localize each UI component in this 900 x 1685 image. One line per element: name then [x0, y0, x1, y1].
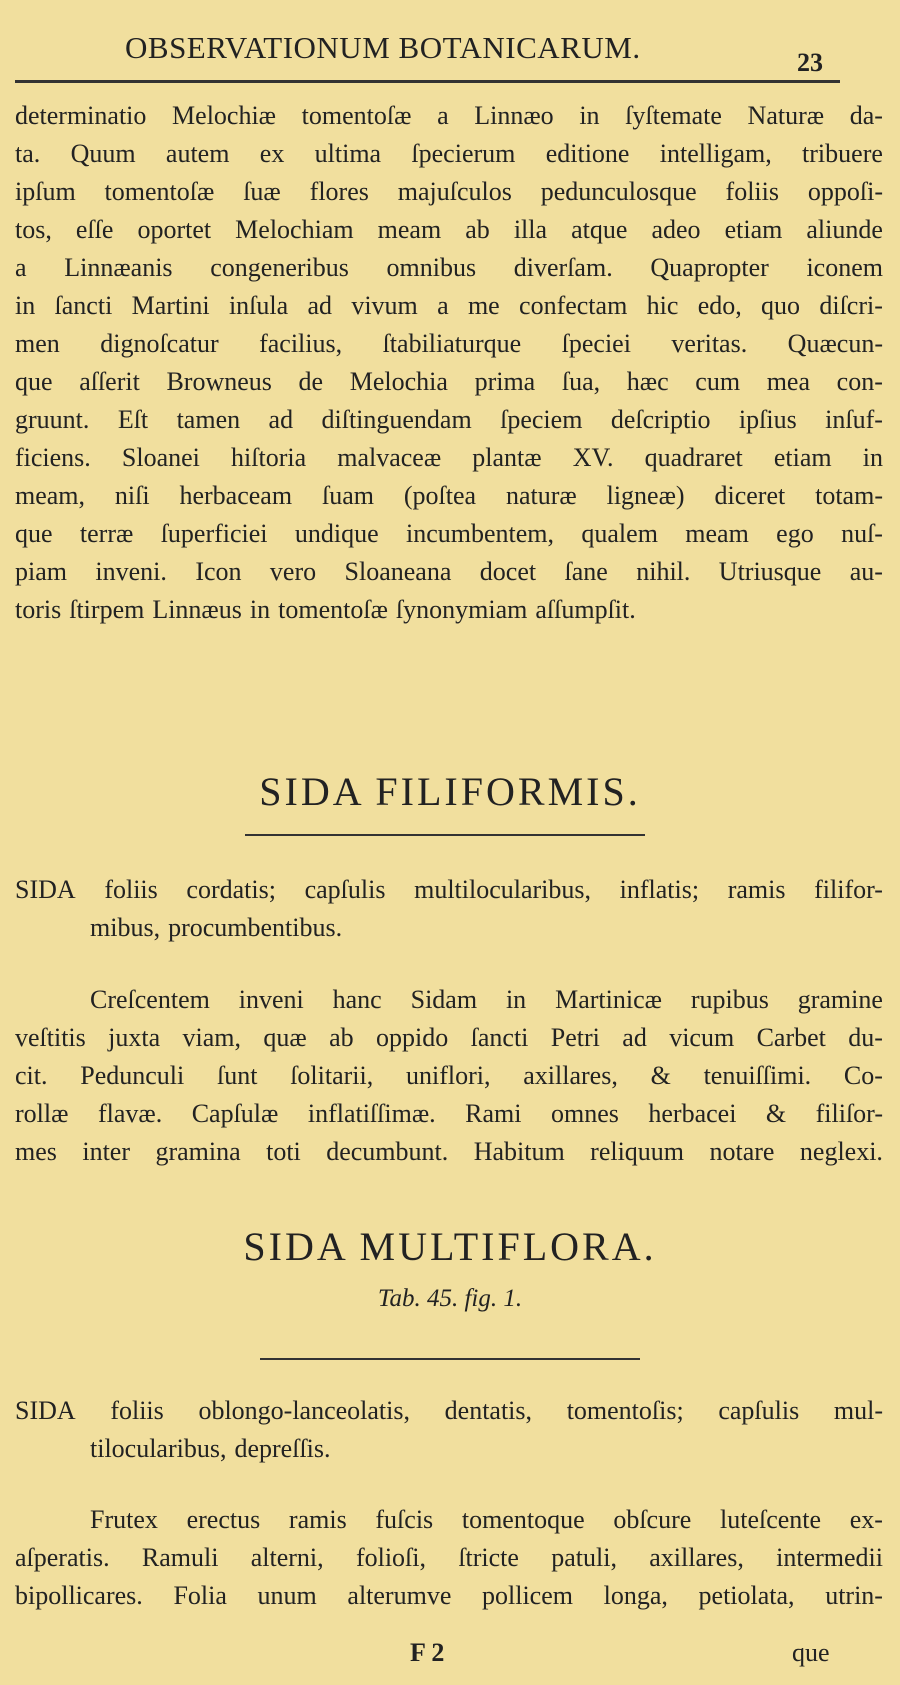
filiformis-diagnosis [15, 871, 883, 947]
text-line: veſtitis juxta viam, quæ ab oppido ſancti Petri ad vicum Carbet du- [15, 1023, 883, 1052]
text-line: que aſſerit Browneus de Melochia prima ſua, hæc cum mea con- [15, 367, 883, 396]
section-title-filiformis: SIDA FILIFORMIS. [259, 769, 641, 814]
catchword: que [792, 1638, 830, 1667]
text-line: cit. Pedunculi ſunt ſolitarii, uniflori, axillares, & tenuiſſimi. Co- [15, 1061, 883, 1090]
text-line: gruunt. Eſt tamen ad diſtinguendam ſpeciem deſcriptio ipſius inſuf- [15, 405, 883, 434]
header-rule [15, 80, 840, 83]
text-line: rollæ flavæ. Capſulæ inflatiſſimæ. Rami omnes herbacei & filiſor- [15, 1099, 883, 1128]
signature-mark: F 2 [410, 1638, 445, 1667]
text-line: meam, niſi herbaceam ſuam (poſtea naturæ ligneæ) diceret totam- [15, 481, 883, 510]
intro-paragraph [15, 97, 883, 629]
multiflora-diagnosis [15, 1392, 883, 1468]
text-line: toris ſtirpem Linnæus in tomentoſæ ſynonymiam aſſumpſit. [15, 595, 636, 624]
text-line: men dignoſcatur facilius, ſtabiliaturque ſpeciei veritas. Quæcun- [15, 329, 883, 358]
text-line: a Linnæanis congeneribus omnibus diverſam. Quapropter iconem [15, 253, 883, 282]
text-line: determinatio Melochiæ tomentoſæ a Linnæo in ſyſtemate Naturæ da- [15, 101, 883, 130]
text-line: piam inveni. Icon vero Sloaneana docet ſane nihil. Utriusque au- [15, 557, 883, 586]
text-line: SIDA foliis cordatis; capſulis multilocularibus, inflatis; ramis filifor- [15, 875, 883, 904]
text-line: tilocularibus, depreſſis. [90, 1434, 331, 1463]
text-line: ipſum tomentoſæ ſuæ flores majuſculos pedunculosque foliis oppoſi- [15, 177, 883, 206]
section-rule-multiflora [260, 1358, 640, 1360]
text-line: Creſcentem inveni hanc Sidam in Martinicæ rupibus gramine [90, 985, 883, 1014]
text-line: bipollicares. Folia unum alterumve pollicem longa, petiolata, utrin- [15, 1581, 883, 1610]
text-line: ta. Quum autem ex ultima ſpecierum editione intelligam, tribuere [15, 139, 883, 168]
text-line: que terræ ſuperficiei undique incumbentem, qualem meam ego nuſ- [15, 519, 883, 548]
text-line: in ſancti Martini inſula ad vivum a me confectam hic edo, quo diſcri- [15, 291, 883, 320]
page-footer [0, 1638, 900, 1674]
multiflora-description [15, 1501, 883, 1615]
text-line: aſperatis. Ramuli alterni, folioſi, ſtricte patuli, axillares, intermedii [15, 1543, 883, 1572]
text-line: mes inter gramina toti decumbunt. Habitum reliquum notare neglexi. [15, 1137, 883, 1166]
text-line: tos, eſſe oportet Melochiam meam ab illa atque adeo etiam aliunde [15, 215, 883, 244]
page-number: 23 [797, 48, 823, 77]
text-line: ficiens. Sloanei hiſtoria malvaceæ plantæ XV. quadraret etiam in [15, 443, 883, 472]
section-title-multiflora: SIDA MULTIFLORA. [243, 1224, 657, 1269]
running-head [0, 30, 900, 77]
text-line: Frutex erectus ramis fuſcis tomentoque obſcure luteſcente ex- [90, 1505, 883, 1534]
plate-reference: Tab. 45. fig. 1. [377, 1285, 523, 1312]
filiformis-description [15, 981, 883, 1171]
text-line: SIDA foliis oblongo-lanceolatis, dentatis, tomentoſis; capſulis mul- [15, 1396, 883, 1425]
section-rule-filiformis [245, 834, 645, 836]
text-line: mibus, procumbentibus. [90, 913, 343, 942]
running-title: OBSERVATIONUM BOTANICARUM. [125, 30, 641, 65]
